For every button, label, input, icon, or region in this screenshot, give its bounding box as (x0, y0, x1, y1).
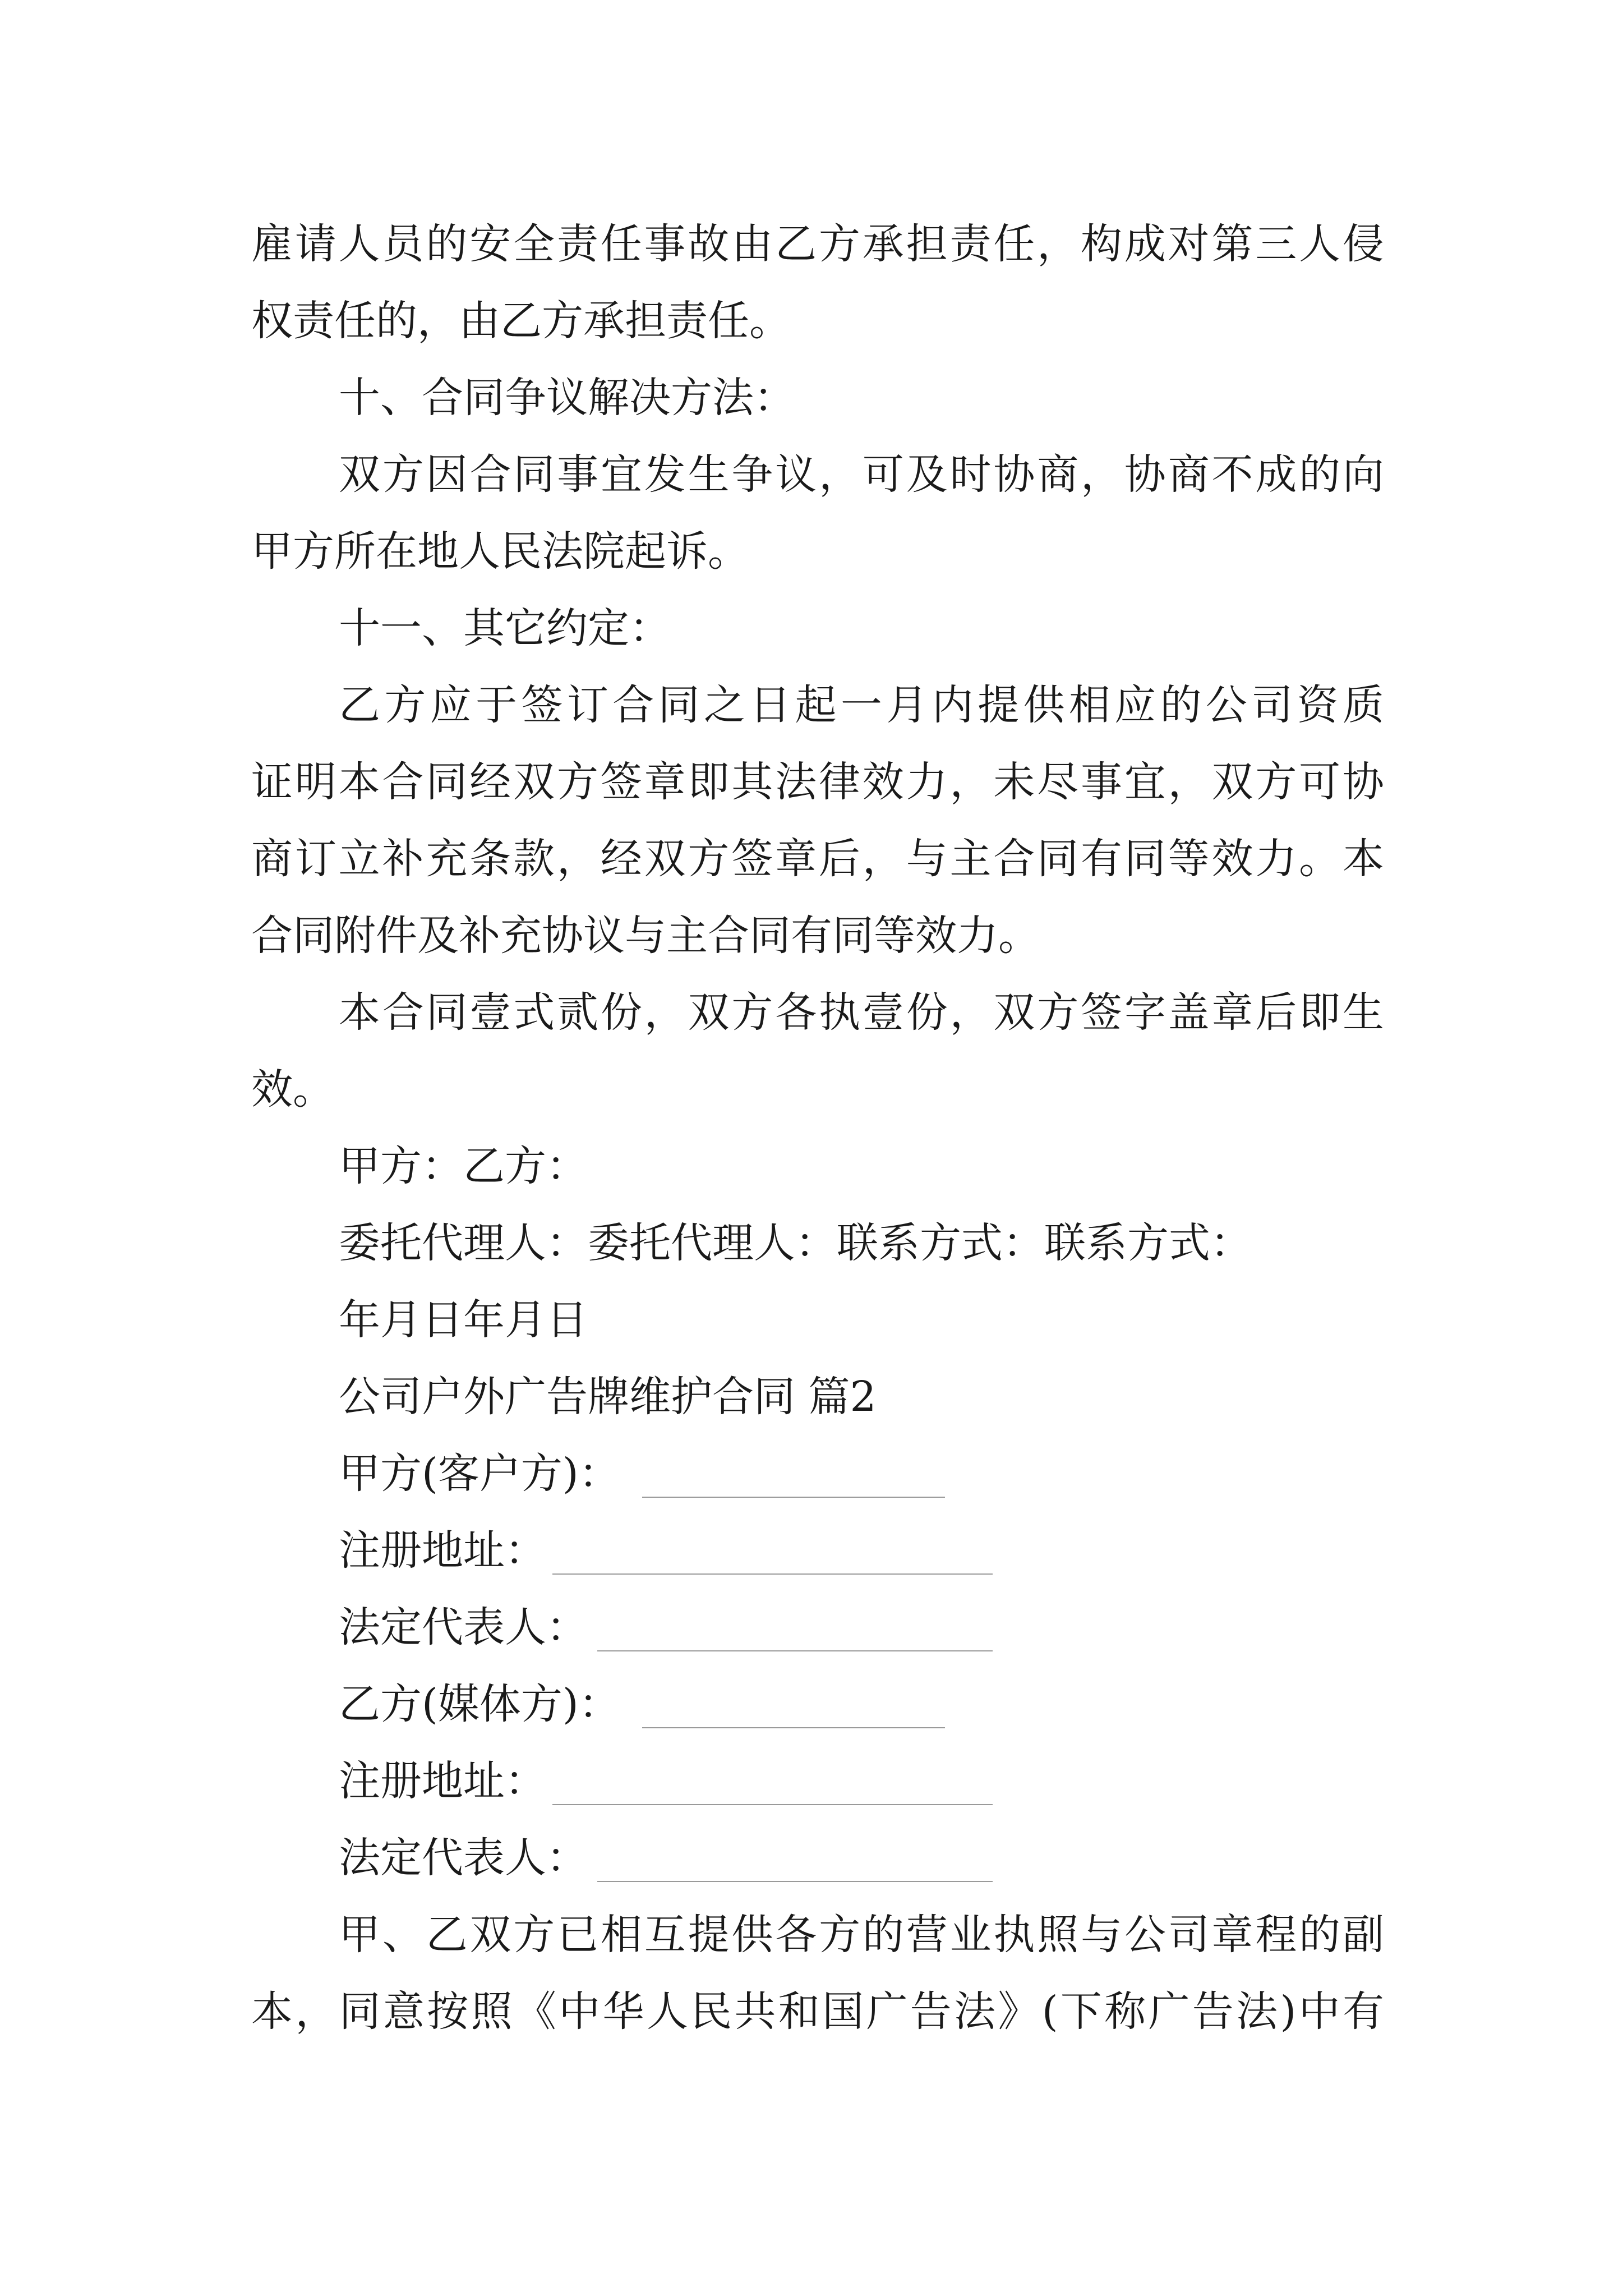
signature-dates: 年月日年月日 (339, 1296, 588, 1344)
paragraph-line: 证明本合同经双方签章即其法律效力，未尽事宜，双方可协 (251, 758, 1384, 806)
section-heading: 十一、其它约定： (339, 604, 671, 652)
party-b-representative-blank (597, 1881, 993, 1882)
paragraph-line: 甲方所在地人民法院起诉。 (251, 527, 749, 576)
paragraph-line: 商订立补充条款，经双方签章后，与主合同有同等效力。本 (251, 835, 1384, 883)
party-b-blank (642, 1727, 945, 1728)
paragraph-line: 本合同壹式贰份，双方各执壹份，双方签字盖章后即生 (339, 988, 1384, 1037)
paragraph-line: 效。 (251, 1065, 334, 1114)
paragraph-line: 乙方应于签订合同之日起一月内提供相应的公司资质 (339, 681, 1384, 729)
section-heading: 十、合同争议解决方法： (339, 374, 795, 422)
party-a-blank (642, 1497, 945, 1498)
contract-title: 公司户外广告牌维护合同 篇2 (339, 1373, 877, 1421)
party-b-address-label: 注册地址： (339, 1757, 546, 1805)
party-a-label: 甲方(客户方)： (339, 1450, 620, 1498)
paragraph-line: 双方因合同事宜发生争议，可及时协商，协商不成的向 (339, 450, 1384, 499)
paragraph-line: 雇请人员的安全责任事故由乙方承担责任，构成对第三人侵 (251, 220, 1384, 268)
party-b-representative-label: 法定代表人： (339, 1834, 588, 1882)
paragraph-line: 权责任的，由乙方承担责任。 (251, 297, 791, 345)
party-b-label: 乙方(媒体方)： (339, 1680, 620, 1728)
paragraph-line: 合同附件及补充协议与主合同有同等效力。 (251, 912, 1040, 960)
party-a-address-blank (552, 1573, 993, 1575)
party-a-representative-blank (597, 1650, 993, 1651)
paragraph-line: 本，同意按照《中华人民共和国广告法》(下称广告法)中有 (251, 1987, 1384, 2036)
paragraph-line: 甲、乙双方已相互提供各方的营业执照与公司章程的副 (339, 1911, 1384, 1959)
party-a-address-label: 注册地址： (339, 1526, 546, 1575)
signature-agents: 委托代理人：委托代理人：联系方式：联系方式： (339, 1219, 1252, 1267)
party-b-address-blank (552, 1804, 993, 1805)
signature-parties: 甲方：乙方： (339, 1142, 588, 1190)
party-a-representative-label: 法定代表人： (339, 1603, 588, 1651)
